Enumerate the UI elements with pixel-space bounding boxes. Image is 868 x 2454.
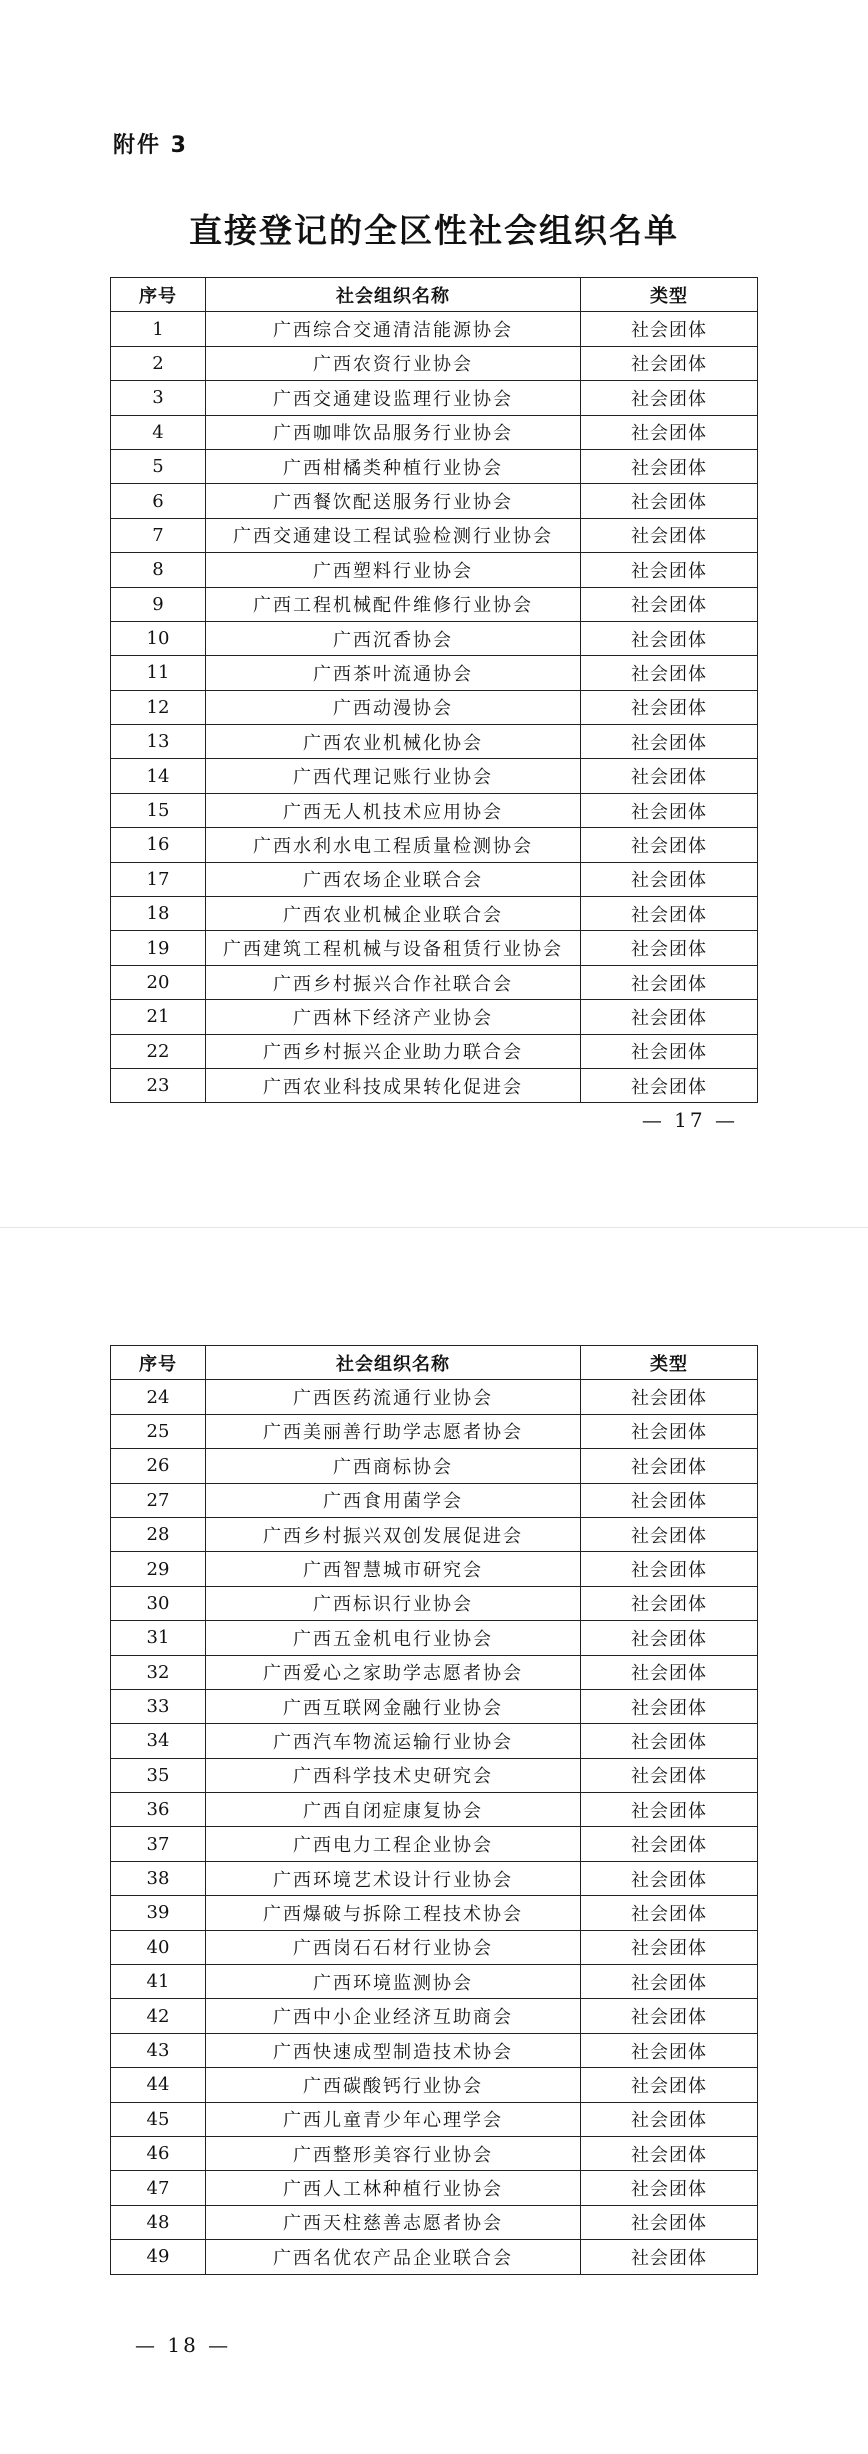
cell-organization-name: 广西科学技术史研究会 bbox=[206, 1758, 581, 1792]
cell-type: 社会团体 bbox=[581, 1034, 758, 1068]
cell-type: 社会团体 bbox=[581, 1552, 758, 1586]
cell-organization-name: 广西人工林种植行业协会 bbox=[206, 2171, 581, 2205]
table-row bbox=[111, 1827, 758, 1861]
cell-organization-name: 广西岗石石材行业协会 bbox=[206, 1930, 581, 1964]
cell-type: 社会团体 bbox=[581, 1793, 758, 1827]
cell-serial-number: 5 bbox=[111, 449, 206, 483]
cell-type: 社会团体 bbox=[581, 1621, 758, 1655]
cell-organization-name: 广西汽车物流运输行业协会 bbox=[206, 1724, 581, 1758]
cell-organization-name: 广西智慧城市研究会 bbox=[206, 1552, 581, 1586]
cell-serial-number: 7 bbox=[111, 518, 206, 552]
cell-type: 社会团体 bbox=[581, 312, 758, 346]
cell-organization-name: 广西食用菌学会 bbox=[206, 1483, 581, 1517]
cell-organization-name: 广西天柱慈善志愿者协会 bbox=[206, 2205, 581, 2239]
cell-organization-name: 广西交通建设工程试验检测行业协会 bbox=[206, 518, 581, 552]
header-serial-number: 序号 bbox=[111, 278, 206, 312]
cell-type: 社会团体 bbox=[581, 2171, 758, 2205]
cell-type: 社会团体 bbox=[581, 1930, 758, 1964]
cell-type: 社会团体 bbox=[581, 621, 758, 655]
table-row bbox=[111, 2205, 758, 2239]
cell-type: 社会团体 bbox=[581, 484, 758, 518]
cell-organization-name: 广西咖啡饮品服务行业协会 bbox=[206, 415, 581, 449]
cell-organization-name: 广西快速成型制造技术协会 bbox=[206, 2033, 581, 2067]
cell-serial-number: 23 bbox=[111, 1068, 206, 1102]
document-title: 直接登记的全区性社会组织名单 bbox=[189, 211, 679, 250]
cell-serial-number: 40 bbox=[111, 1930, 206, 1964]
table-body bbox=[111, 312, 758, 1103]
cell-organization-name: 广西爱心之家助学志愿者协会 bbox=[206, 1655, 581, 1689]
header-type: 类型 bbox=[581, 278, 758, 312]
cell-serial-number: 8 bbox=[111, 553, 206, 587]
cell-type: 社会团体 bbox=[581, 415, 758, 449]
cell-serial-number: 39 bbox=[111, 1896, 206, 1930]
cell-type: 社会团体 bbox=[581, 1586, 758, 1620]
cell-organization-name: 广西餐饮配送服务行业协会 bbox=[206, 484, 581, 518]
table-row bbox=[111, 931, 758, 965]
cell-organization-name: 广西碳酸钙行业协会 bbox=[206, 2068, 581, 2102]
cell-organization-name: 广西儿童青少年心理学会 bbox=[206, 2102, 581, 2136]
cell-organization-name: 广西无人机技术应用协会 bbox=[206, 793, 581, 827]
cell-organization-name: 广西中小企业经济互助商会 bbox=[206, 1999, 581, 2033]
cell-organization-name: 广西林下经济产业协会 bbox=[206, 1000, 581, 1034]
table-row bbox=[111, 553, 758, 587]
cell-serial-number: 4 bbox=[111, 415, 206, 449]
cell-serial-number: 11 bbox=[111, 656, 206, 690]
cell-serial-number: 31 bbox=[111, 1621, 206, 1655]
cell-organization-name: 广西整形美容行业协会 bbox=[206, 2136, 581, 2170]
cell-serial-number: 36 bbox=[111, 1793, 206, 1827]
cell-type: 社会团体 bbox=[581, 965, 758, 999]
cell-serial-number: 25 bbox=[111, 1414, 206, 1448]
cell-type: 社会团体 bbox=[581, 1758, 758, 1792]
cell-serial-number: 29 bbox=[111, 1552, 206, 1586]
cell-serial-number: 18 bbox=[111, 897, 206, 931]
cell-type: 社会团体 bbox=[581, 2205, 758, 2239]
table-row bbox=[111, 1552, 758, 1586]
cell-type: 社会团体 bbox=[581, 656, 758, 690]
cell-serial-number: 14 bbox=[111, 759, 206, 793]
cell-type: 社会团体 bbox=[581, 2240, 758, 2274]
cell-serial-number: 12 bbox=[111, 690, 206, 724]
table-row bbox=[111, 1930, 758, 1964]
table-row bbox=[111, 793, 758, 827]
cell-type: 社会团体 bbox=[581, 862, 758, 896]
cell-organization-name: 广西代理记账行业协会 bbox=[206, 759, 581, 793]
cell-type: 社会团体 bbox=[581, 1724, 758, 1758]
cell-organization-name: 广西互联网金融行业协会 bbox=[206, 1689, 581, 1723]
cell-organization-name: 广西工程机械配件维修行业协会 bbox=[206, 587, 581, 621]
attachment-label: 附件 3 bbox=[113, 133, 188, 158]
cell-type: 社会团体 bbox=[581, 1861, 758, 1895]
table-row bbox=[111, 759, 758, 793]
cell-organization-name: 广西柑橘类种植行业协会 bbox=[206, 449, 581, 483]
table-row bbox=[111, 1758, 758, 1792]
cell-organization-name: 广西农业机械化协会 bbox=[206, 725, 581, 759]
cell-type: 社会团体 bbox=[581, 759, 758, 793]
cell-serial-number: 43 bbox=[111, 2033, 206, 2067]
cell-type: 社会团体 bbox=[581, 1449, 758, 1483]
cell-organization-name: 广西医药流通行业协会 bbox=[206, 1380, 581, 1414]
cell-organization-name: 广西农业机械企业联合会 bbox=[206, 897, 581, 931]
cell-type: 社会团体 bbox=[581, 553, 758, 587]
cell-type: 社会团体 bbox=[581, 1896, 758, 1930]
cell-serial-number: 45 bbox=[111, 2102, 206, 2136]
table-row bbox=[111, 1517, 758, 1551]
cell-serial-number: 21 bbox=[111, 1000, 206, 1034]
cell-serial-number: 34 bbox=[111, 1724, 206, 1758]
table-row bbox=[111, 484, 758, 518]
cell-serial-number: 9 bbox=[111, 587, 206, 621]
cell-organization-name: 广西自闭症康复协会 bbox=[206, 1793, 581, 1827]
cell-serial-number: 1 bbox=[111, 312, 206, 346]
cell-type: 社会团体 bbox=[581, 1655, 758, 1689]
table-row bbox=[111, 690, 758, 724]
cell-serial-number: 15 bbox=[111, 793, 206, 827]
table-row bbox=[111, 965, 758, 999]
cell-organization-name: 广西水利水电工程质量检测协会 bbox=[206, 828, 581, 862]
cell-serial-number: 30 bbox=[111, 1586, 206, 1620]
table-row bbox=[111, 862, 758, 896]
table-row bbox=[111, 1793, 758, 1827]
table-row bbox=[111, 1380, 758, 1414]
cell-serial-number: 22 bbox=[111, 1034, 206, 1068]
cell-serial-number: 33 bbox=[111, 1689, 206, 1723]
cell-organization-name: 广西交通建设监理行业协会 bbox=[206, 381, 581, 415]
cell-serial-number: 35 bbox=[111, 1758, 206, 1792]
table-row bbox=[111, 2171, 758, 2205]
table-row bbox=[111, 449, 758, 483]
table-row bbox=[111, 897, 758, 931]
table-row bbox=[111, 2136, 758, 2170]
table-row bbox=[111, 1000, 758, 1034]
table-row bbox=[111, 621, 758, 655]
table-row bbox=[111, 1896, 758, 1930]
cell-serial-number: 26 bbox=[111, 1449, 206, 1483]
cell-type: 社会团体 bbox=[581, 1000, 758, 1034]
cell-serial-number: 3 bbox=[111, 381, 206, 415]
cell-type: 社会团体 bbox=[581, 1517, 758, 1551]
table-row bbox=[111, 2068, 758, 2102]
table-row bbox=[111, 828, 758, 862]
cell-organization-name: 广西建筑工程机械与设备租赁行业协会 bbox=[206, 931, 581, 965]
cell-serial-number: 27 bbox=[111, 1483, 206, 1517]
cell-type: 社会团体 bbox=[581, 725, 758, 759]
cell-serial-number: 37 bbox=[111, 1827, 206, 1861]
cell-type: 社会团体 bbox=[581, 346, 758, 380]
cell-type: 社会团体 bbox=[581, 1483, 758, 1517]
cell-serial-number: 19 bbox=[111, 931, 206, 965]
table-row bbox=[111, 1414, 758, 1448]
table-body bbox=[111, 1380, 758, 2274]
cell-serial-number: 44 bbox=[111, 2068, 206, 2102]
table-row bbox=[111, 1689, 758, 1723]
table-row bbox=[111, 1621, 758, 1655]
table-row bbox=[111, 1586, 758, 1620]
organization-table-page-18 bbox=[110, 1345, 758, 2275]
cell-organization-name: 广西名优农产品企业联合会 bbox=[206, 2240, 581, 2274]
header-serial-number: 序号 bbox=[111, 1346, 206, 1380]
cell-organization-name: 广西环境监测协会 bbox=[206, 1965, 581, 1999]
table-row bbox=[111, 1034, 758, 1068]
table-header-row bbox=[111, 278, 758, 312]
cell-organization-name: 广西塑料行业协会 bbox=[206, 553, 581, 587]
organization-table-page-17 bbox=[110, 277, 758, 1103]
cell-type: 社会团体 bbox=[581, 2102, 758, 2136]
cell-serial-number: 48 bbox=[111, 2205, 206, 2239]
cell-serial-number: 46 bbox=[111, 2136, 206, 2170]
cell-serial-number: 6 bbox=[111, 484, 206, 518]
table-row bbox=[111, 1483, 758, 1517]
table-row bbox=[111, 518, 758, 552]
cell-type: 社会团体 bbox=[581, 449, 758, 483]
cell-type: 社会团体 bbox=[581, 1689, 758, 1723]
cell-organization-name: 广西美丽善行助学志愿者协会 bbox=[206, 1414, 581, 1448]
table-header-row bbox=[111, 1346, 758, 1380]
cell-serial-number: 28 bbox=[111, 1517, 206, 1551]
cell-serial-number: 2 bbox=[111, 346, 206, 380]
cell-type: 社会团体 bbox=[581, 1827, 758, 1861]
cell-organization-name: 广西乡村振兴合作社联合会 bbox=[206, 965, 581, 999]
cell-organization-name: 广西农资行业协会 bbox=[206, 346, 581, 380]
cell-serial-number: 32 bbox=[111, 1655, 206, 1689]
table-row bbox=[111, 725, 758, 759]
cell-type: 社会团体 bbox=[581, 828, 758, 862]
cell-type: 社会团体 bbox=[581, 1414, 758, 1448]
cell-serial-number: 10 bbox=[111, 621, 206, 655]
document-page-18 bbox=[0, 1227, 868, 2454]
table-row bbox=[111, 381, 758, 415]
table-row bbox=[111, 1068, 758, 1102]
cell-organization-name: 广西标识行业协会 bbox=[206, 1586, 581, 1620]
cell-serial-number: 20 bbox=[111, 965, 206, 999]
table-row bbox=[111, 2240, 758, 2274]
cell-type: 社会团体 bbox=[581, 587, 758, 621]
cell-serial-number: 47 bbox=[111, 2171, 206, 2205]
cell-type: 社会团体 bbox=[581, 931, 758, 965]
cell-type: 社会团体 bbox=[581, 2068, 758, 2102]
cell-serial-number: 16 bbox=[111, 828, 206, 862]
cell-serial-number: 42 bbox=[111, 1999, 206, 2033]
page-number: — 17 — bbox=[641, 1108, 738, 1132]
table-row bbox=[111, 587, 758, 621]
cell-type: 社会团体 bbox=[581, 690, 758, 724]
header-organization-name: 社会组织名称 bbox=[206, 1346, 581, 1380]
cell-type: 社会团体 bbox=[581, 897, 758, 931]
cell-type: 社会团体 bbox=[581, 2033, 758, 2067]
cell-organization-name: 广西农场企业联合会 bbox=[206, 862, 581, 896]
cell-organization-name: 广西综合交通清洁能源协会 bbox=[206, 312, 581, 346]
cell-type: 社会团体 bbox=[581, 381, 758, 415]
cell-serial-number: 24 bbox=[111, 1380, 206, 1414]
header-type: 类型 bbox=[581, 1346, 758, 1380]
cell-organization-name: 广西爆破与拆除工程技术协会 bbox=[206, 1896, 581, 1930]
table-row bbox=[111, 1999, 758, 2033]
cell-type: 社会团体 bbox=[581, 1380, 758, 1414]
cell-organization-name: 广西商标协会 bbox=[206, 1449, 581, 1483]
table-row bbox=[111, 312, 758, 346]
table-row bbox=[111, 415, 758, 449]
cell-organization-name: 广西环境艺术设计行业协会 bbox=[206, 1861, 581, 1895]
cell-serial-number: 13 bbox=[111, 725, 206, 759]
cell-organization-name: 广西乡村振兴企业助力联合会 bbox=[206, 1034, 581, 1068]
table-row bbox=[111, 2033, 758, 2067]
cell-type: 社会团体 bbox=[581, 1068, 758, 1102]
table-row bbox=[111, 1965, 758, 1999]
cell-organization-name: 广西动漫协会 bbox=[206, 690, 581, 724]
cell-type: 社会团体 bbox=[581, 2136, 758, 2170]
table-row bbox=[111, 1861, 758, 1895]
cell-organization-name: 广西茶叶流通协会 bbox=[206, 656, 581, 690]
table-row bbox=[111, 2102, 758, 2136]
cell-type: 社会团体 bbox=[581, 518, 758, 552]
cell-type: 社会团体 bbox=[581, 1965, 758, 1999]
cell-type: 社会团体 bbox=[581, 793, 758, 827]
cell-organization-name: 广西乡村振兴双创发展促进会 bbox=[206, 1517, 581, 1551]
table-row bbox=[111, 656, 758, 690]
cell-serial-number: 41 bbox=[111, 1965, 206, 1999]
table-row bbox=[111, 1449, 758, 1483]
cell-type: 社会团体 bbox=[581, 1999, 758, 2033]
cell-serial-number: 17 bbox=[111, 862, 206, 896]
cell-serial-number: 49 bbox=[111, 2240, 206, 2274]
table-row bbox=[111, 1655, 758, 1689]
cell-organization-name: 广西五金机电行业协会 bbox=[206, 1621, 581, 1655]
cell-organization-name: 广西农业科技成果转化促进会 bbox=[206, 1068, 581, 1102]
cell-organization-name: 广西电力工程企业协会 bbox=[206, 1827, 581, 1861]
table-row bbox=[111, 346, 758, 380]
cell-serial-number: 38 bbox=[111, 1861, 206, 1895]
table-row bbox=[111, 1724, 758, 1758]
header-organization-name: 社会组织名称 bbox=[206, 278, 581, 312]
cell-organization-name: 广西沉香协会 bbox=[206, 621, 581, 655]
page-number: — 18 — bbox=[135, 2333, 232, 2357]
